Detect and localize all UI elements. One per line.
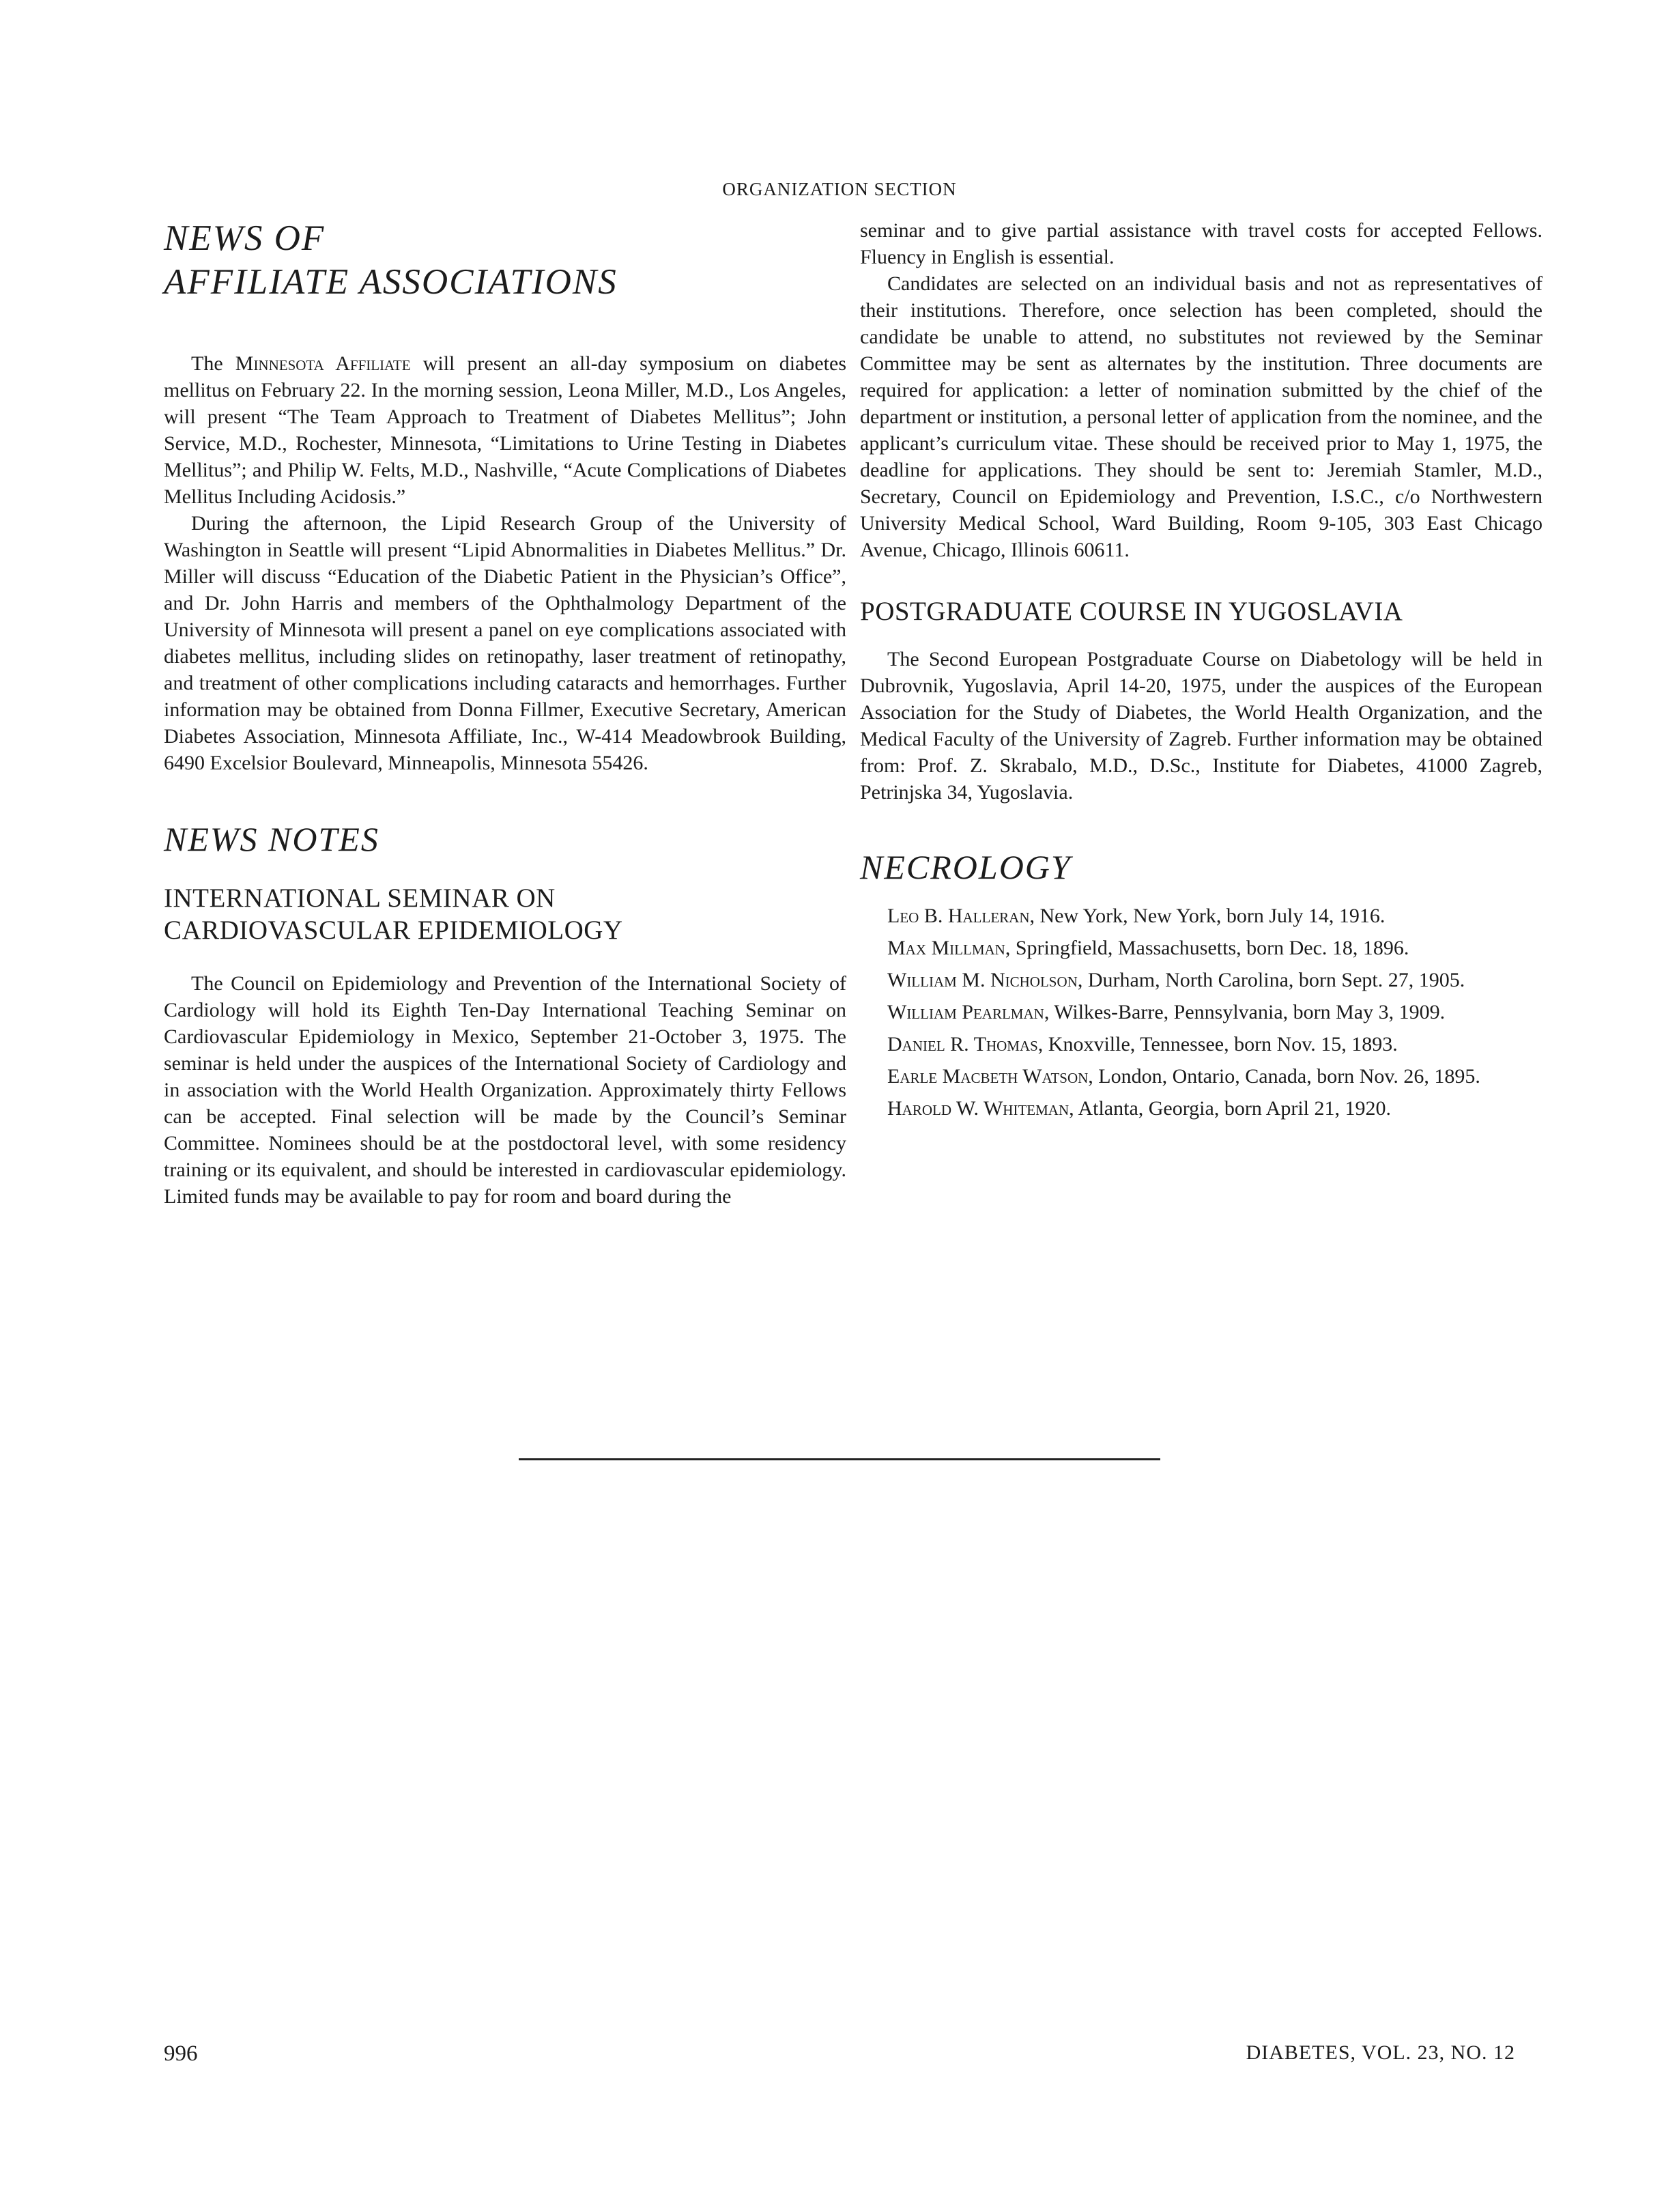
necrology-entry <box>860 1063 1542 1090</box>
postgraduate-paragraph: The Second European Postgraduate Course on Diabetology will be held in Dubrovnik, Yugoslavia, April 14-20, 1975, under the auspices of the European Association for the Study of Diabetes, the World Health Organization, and the Medical Faculty of the University of Zagreb. Further information may be obtained from: Prof. Z. Skrabalo, M.D., D.Sc., Institute for Diabetes, 41000 Zagreb, Petrinjska 34, Yugoslavia. <box>860 647 1542 804</box>
left-column <box>164 217 846 1210</box>
right-column <box>860 217 1542 1127</box>
necrology-detail: , Atlanta, Georgia, born April 21, 1920. <box>1069 1096 1391 1120</box>
necrology-name: Daniel R. Thomas <box>887 1032 1038 1055</box>
affiliate-p1-rest: will present an all-day symposium on diabetes mellitus on February 22. In the morning session, Leona Miller, M.D., Los Angeles, will present “The Team Approach to Treatment of Diabetes Mellitus”; John Service, M.D., Rochester, Minnesota, “Limitations to Urine Testing in Diabetes Mellitus”; and Philip W. Felts, M.D., Nashville, “Acute Complications of Diabetes Mellitus Including Acidosis.” <box>164 352 846 509</box>
necrology-detail: , New York, New York, born July 14, 1916. <box>1029 904 1386 927</box>
news-notes-heading: NEWS NOTES <box>164 820 379 859</box>
necrology-entry <box>860 967 1542 993</box>
necrology-name: Max Millman <box>887 936 1005 959</box>
minnesota-affiliate-label: Minnesota Affiliate <box>235 352 411 375</box>
necrology-detail: , Wilkes-Barre, Pennsylvania, born May 3, 1909. <box>1044 1000 1446 1023</box>
affiliate-heading <box>164 217 846 304</box>
seminar-paragraph-2: Candidates are selected on an individual basis and not as representatives of their institutions. Therefore, once selection has been completed, should the candidate be unable to attend, no substitutes not reviewed by the Seminar Committee may be sent as alternates by the institution. Three documents are required for application: a letter of nomination submitted by the chief of the department or institution, a personal letter of application from the nominee, and the applicant’s curriculum vitae. These should be received prior to May 1, 1975, the deadline for applications. They should be sent to: Jeremiah Stamler, M.D., Secretary, Council on Epidemiology and Prevention, I.S.C., c/o Northwestern University Medical School, Ward Building, Room 9-105, 303 East Chicago Avenue, Chicago, Illinois 60611. <box>860 272 1542 561</box>
necrology-name: Harold W. Whiteman <box>887 1096 1070 1120</box>
section-divider <box>519 1458 1160 1460</box>
necrology-entry <box>860 1095 1542 1122</box>
postgraduate-heading: POSTGRADUATE COURSE IN YUGOSLAVIA <box>860 597 1403 626</box>
affiliate-paragraph-2: During the afternoon, the Lipid Research Group of the University of Washington in Seattle will present “Lipid Abnormalities in Diabetes Mellitus.” Dr. Miller will discuss “Education of the Diabetic Patient in the Physician’s Office”, and Dr. John Harris and members of the Ophthalmology Department of the University of Minnesota will present a panel on eye complications associated with diabetes mellitus, including slides on retinopathy, laser treatment of retinopathy, and treatment of other complications including cataracts and hemorrhages. Further information may be obtained from Donna Fillmer, Executive Secretary, American Diabetes Association, Minnesota Affiliate, Inc., W-414 Meadowbrook Building, 6490 Excelsior Boulevard, Minneapolis, Minnesota 55426. <box>164 512 846 775</box>
necrology-heading: NECROLOGY <box>860 847 1072 886</box>
necrology-detail: , Springfield, Massachusetts, born Dec. 18, 1896. <box>1005 936 1409 959</box>
necrology-entry <box>860 1031 1542 1058</box>
necrology-name: William M. Nicholson <box>887 968 1078 991</box>
running-head: ORGANIZATION SECTION <box>722 179 957 199</box>
seminar-heading <box>164 883 846 947</box>
journal-citation: DIABETES, VOL. 23, NO. 12 <box>1246 2041 1515 2064</box>
necrology-entry <box>860 935 1542 961</box>
necrology-detail: , London, Ontario, Canada, born Nov. 26, 1895. <box>1088 1064 1480 1088</box>
necrology-list <box>860 903 1542 1122</box>
necrology-entry <box>860 903 1542 929</box>
affiliate-paragraph-1 <box>164 350 846 510</box>
affiliate-p1-lead: The <box>191 352 235 375</box>
affiliate-heading-line1: NEWS OF <box>164 218 326 258</box>
affiliate-heading-line2: AFFILIATE ASSOCIATIONS <box>164 261 618 302</box>
necrology-entry <box>860 999 1542 1025</box>
necrology-name: Earle Macbeth Watson <box>887 1064 1089 1088</box>
page-number: 996 <box>164 2041 198 2066</box>
seminar-heading-line1: INTERNATIONAL SEMINAR ON <box>164 883 556 913</box>
necrology-name: William Pearlman <box>887 1000 1044 1023</box>
necrology-detail: , Knoxville, Tennessee, born Nov. 15, 1893. <box>1037 1032 1398 1055</box>
seminar-continuation: seminar and to give partial assistance with travel costs for accepted Fellows. Fluency in English is essential. <box>860 219 1542 268</box>
necrology-detail: , Durham, North Carolina, born Sept. 27, 1905. <box>1077 968 1465 991</box>
seminar-paragraph-1: The Council on Epidemiology and Prevention of the International Society of Cardiology will hold its Eighth Ten-Day International Teaching Seminar on Cardiovascular Epidemiology in Mexico, September 21-October 3, 1975. The seminar is held under the auspices of the International Society of Cardiology and in association with the World Health Organization. Approximately thirty Fellows can be accepted. Final selection will be made by the Council’s Seminar Committee. Nominees should be at the postdoctoral level, with some residency training or its equivalent, and should be interested in cardiovascular epidemiology. Limited funds may be available to pay for room and board during the <box>164 972 846 1208</box>
necrology-name: Leo B. Halleran <box>887 904 1030 927</box>
seminar-heading-line2: CARDIOVASCULAR EPIDEMIOLOGY <box>164 915 623 945</box>
